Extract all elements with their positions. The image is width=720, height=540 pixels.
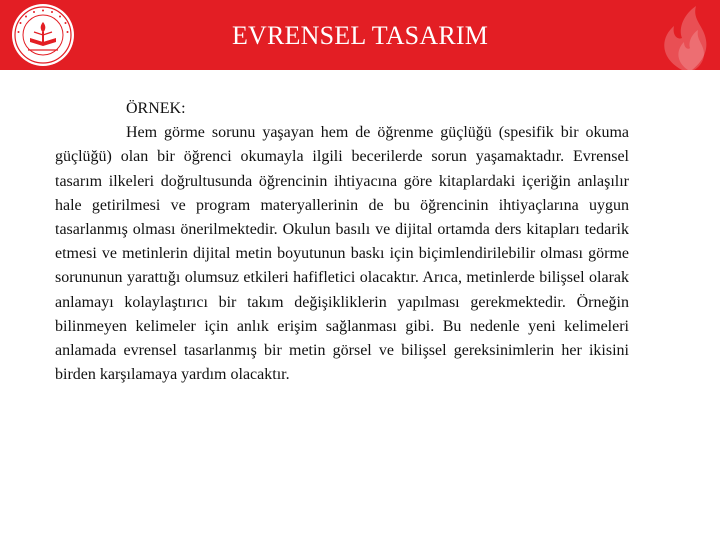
slide-title: EVRENSEL TASARIM [231,21,489,50]
body-paragraph: Hem görme sorunu yaşayan hem de öğrenme güçlüğü (spesifik bir okuma güçlüğü) olan bir öğrenci okumayla ilgili becerilerde sorun yaşamaktadır. Evrensel tasarım ilkeleri doğrultusunda öğrencinin ihtiyacına göre kitaplardaki içeriğin anlaşılır hale getirilmesi ve program materyallerinin de bu öğrencinin ihtiyaçlarına uygun tasarlanmış olması önerilmektedir. Okulun basılı ve dijital ortamda ders kitapları tedarik etmesi ve metinlerin dijital metin boyutunun baskı için biçimlendirilebilir olması görme sorununun yarattığı olumsuz etkileri hafifletici olacaktır. Arıca, metinlerde bilişsel olarak anlamayı kolaylaştırıcı bir takım değişikliklerin yapılması gerekmektedir. Örneğin bilinmeyen kelimeler için anlık erişim sağlanması gibi. Bu nedenle yeni kelimeleri anlamada evrensel tasarlanmış bir metin görsel ve bilişsel gereksinimlerin her ikisini birden karşılamaya yardım olacaktır. [55,124,629,384]
title-bar [0,0,720,70]
content-area [55,97,629,387]
example-label: ÖRNEK: [126,100,186,117]
flame-icon [630,0,720,70]
